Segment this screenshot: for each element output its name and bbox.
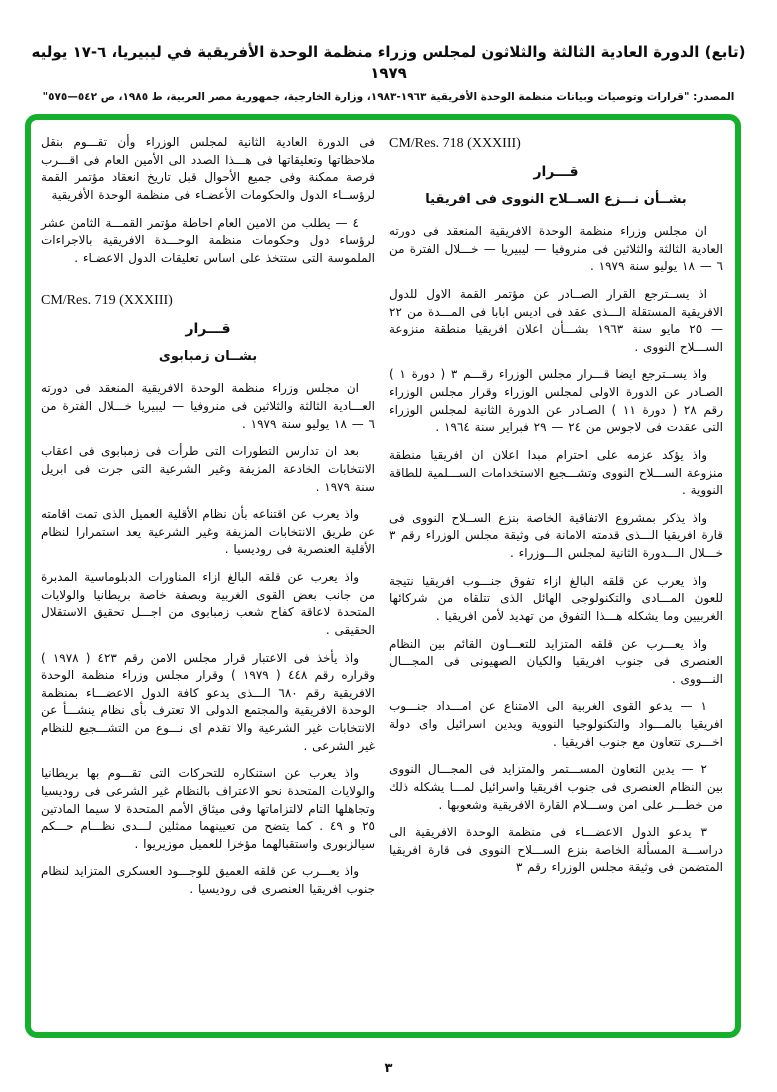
paragraph: بعد ان تدارس التطورات التى طرأت فى زمبابوى فى اعقاب الانتخابات الخادعة المزيفة وغير الشرعية التى جرت فى ابريل سنة ١٩٧٩ . (41, 444, 375, 494)
column-resolution-719 (41, 134, 375, 1022)
paragraph: واذ يذكر بمشروع الاتفاقية الخاصة بنزع الســلاح النووى فى قارة افريقيا الـــذى قدمته الامانة فى وثيقة مجلس الوزراء رقم ٣ خـــلال الـــدورة الثانية لمجلس الـــوزراء . (389, 510, 723, 560)
resolution-718-reference: CM/Res. 718 (XXXIII) (389, 136, 521, 151)
paragraph: اذ يســترجع القرار الصــادر عن مؤتمر القمة الاول للدول الافريقية المستقلة الـــذى عقد فى اديس ابابا فى المـــدة من ٢٢ — ٢٥ مايو سنة ١٩٦٣ بشـــأن اعلان افريقيا منطقة منزوعة الســـلاح النووى . (389, 286, 723, 354)
continuation-paragraph: فى الدورة العادية الثانية لمجلس الوزراء وأن تقـــوم بنقل ملاحظاتها وتعليقاتها فى هـــذا الصدد الى الأمين العام فى اقـــرب فرصة ممكنة وفى جميع الأحوال قبل تاريخ انعقاد مؤتمر القمة لرؤســاء الدول والحكومات الأعضـاء فى منظمة الوحدة الأفريقية (41, 135, 375, 202)
document-source-line: المصدر: "قرارات وتوصيات وبيانات منظمة الوحدة الأفريقية ١٩٦٣-١٩٨٣، وزارة الخارجية، جمهورية مصر العربية، ط ١٩٨٥، ص ٥٤٢—٥٧٥" (42, 91, 735, 103)
resolution-719-heading: قـــرار (185, 321, 231, 338)
resolution-719-subject: بشــان زمبابوى (158, 349, 258, 365)
paragraph: واذ يعـــرب عن قلقه العميق للوجـــود العسكرى المتزايد لنظام جنوب افريقيا العنصرى فى روديسيا . (41, 864, 375, 896)
paragraph: واذ يعرب عن استنكاره للتحركات التى تقـــوم بها بريطانيا والولايات المتحدة نحو الاعتراف بالنظام غير الشرعى فى روديسيا وتجاهلها التام لالتزاماتها وفى ميثاق الأمم المتحدة لا سيما المادتين ٢٥ و ٤٩ . كما يتضح من تعيينهما ممثلين لـــدى نظـــام حـــكم سيالزبورى واستقبالهما مؤخرا للعميل موزيريوا . (41, 766, 375, 851)
green-content-frame (25, 114, 741, 1038)
numbered-clause-1: ١ — يدعو القوى الغربية الى الامتناع عن امـــداد جنـــوب افريقيا بالمـــواد والتكنولوجيا النووية ويدين اسرائيل واى دولة اخـــرى تتعاون مع جنوب افريقيا . (389, 699, 723, 749)
document-title: (تابع) الدورة العادية الثالثة والثلاثون لمجلس وزراء منظمة الوحدة الأفريقية في ليبيريا، ٦-١٧ يوليه ١٩٧٩ (31, 43, 746, 82)
paragraph: واذ يعرب عن قلقه البالغ ازاء المناورات الدبلوماسية المدبرة من جانب بعض القوى الغربية وبصفة خاصة بريطانيا والولايات المتحدة لاعاقة كفاح شعب زمبابوى من اجـــل تحقيق الاستقلال الحقيقى . (41, 570, 375, 637)
paragraph: ان مجلس وزراء منظمة الوحدة الافريقية المنعقد فى دورته العادية الثالثة والثلاثين فى منروفيا — ليبيريا — خـــلال الفترة من ٦ — ١٨ يوليو سنة ١٩٧٩ . (389, 224, 723, 274)
resolution-718-heading: قـــرار (533, 164, 579, 180)
two-column-layout (31, 120, 735, 1032)
resolution-718-subject: بشــأن نـــزع الســلاح النووى فى افريقيا (425, 192, 687, 207)
paragraph: واذ يأخذ فى الاعتبار قرار مجلس الامن رقم ٤٢٣ ( ١٩٧٨ ) وقراره رقم ٤٤٨ ( ١٩٧٩ ) وقرار مجلس وزراء منظمة الوحدة الافريقية رقم ٦٨٠ الـــذى يدعو كافة الدول الاعضـــاء بمنظمة الوحدة الافريقية والمجتمع الدولى الا تعترف بأى نظام ينشـــأ عن الانتخابات غير الشرعية والا تقدم اى نـــوع من التشـــجيع للنظام غير الشرعى . (41, 650, 376, 753)
paragraph: واذ يســترجع ايضا قـــرار مجلس الوزراء رقـــم ٣ ( دورة ١ ) الصـادر عن الدورة الاولى لمجلس الوزراء وقرار مجلس الوزراء رقم ٢٨ ( دورة ١١ ) الصـادر عن الدورة الثانية لمجلس الوزراء التى عقدت فى لاجوس من ٢٤ — ٢٩ فبراير سنة ١٩٦٤ . (389, 367, 723, 435)
resolution-719-reference: CM/Res. 719 (XXXIII) (41, 293, 173, 309)
numbered-clause-2: ٢ — يدين التعاون المســـتمر والمتزايد فى المجـــال النووى بين النظام العنصرى فى جنوب افريقيا واسرائيل لمـــا يشكله ذلك من خطـــر على امن وســـلام القارة الافريقية وشعوبها . (389, 762, 723, 812)
paragraph: واذ يعـــرب عن قلقه المتزايد للتعـــاون القائم بين النظام العنصرى فى جنوب افريقيا والكيان الصهيونى فى المجـــال النـــووى . (389, 636, 723, 686)
column-resolution-718 (389, 134, 723, 1022)
paragraph: واذ يعرب عن اقتناعه بأن نظام الأقلية العميل الذى تمت اقامته عن طريق الانتخابات المزيفة وغير الشرعية يعد استمرارا لنظام الأقلية العنصرية فى روديسيا . (41, 507, 375, 557)
paragraph: ان مجلس وزراء منظمة الوحدة الافريقية المنعقد فى دورته العـــادية الثالثة والثلاثين فى منروفيا — ليبيريا خـــلال الفترة من ٦ — ١٨ يوليو سنة ١٩٧٩ . (41, 381, 375, 431)
numbered-clause-4: ٤ — يطلب من الامين العام احاطة مؤتمر القمـــة الثامن عشر لرؤساء دول وحكومات منظمة الوحـــدة الافريقية بالاجراءات الملموسة التى ستتخذ على اساس تعليقات الدول الاعضـاء . (41, 215, 375, 265)
paragraph: واذ يعرب عن قلقه البالغ ازاء تفوق جنـــوب افريقيا نتيجة للعون المـــادى والتكنولوجى الهائل الذى تتلقاه من شركائها الغربيين وما يشكله هـــذا التفوق من تهديد لأمن افريقيا . (389, 573, 723, 623)
document-header (20, 42, 757, 103)
paragraph: واذ يؤكد عزمه على احترام مبدا اعلان ان افريقيا منطقة منزوعة الســـلاح النووى وتشـــجيع الاستخدامات الســـلمية للطاقة النووية . (389, 447, 723, 498)
numbered-clause-3: ٣ يدعو الدول الاعضـــاء فى منظمة الوحدة الافريقية الى دراســـة المسألة الخاصة بنزع الســـلاح النووى فى قارة افريقيا المتضمن فى وثيقة مجلس الوزراء رقم ٣ (389, 825, 723, 875)
page-footer (0, 1057, 777, 1076)
page-number: ٣ (384, 1061, 393, 1076)
